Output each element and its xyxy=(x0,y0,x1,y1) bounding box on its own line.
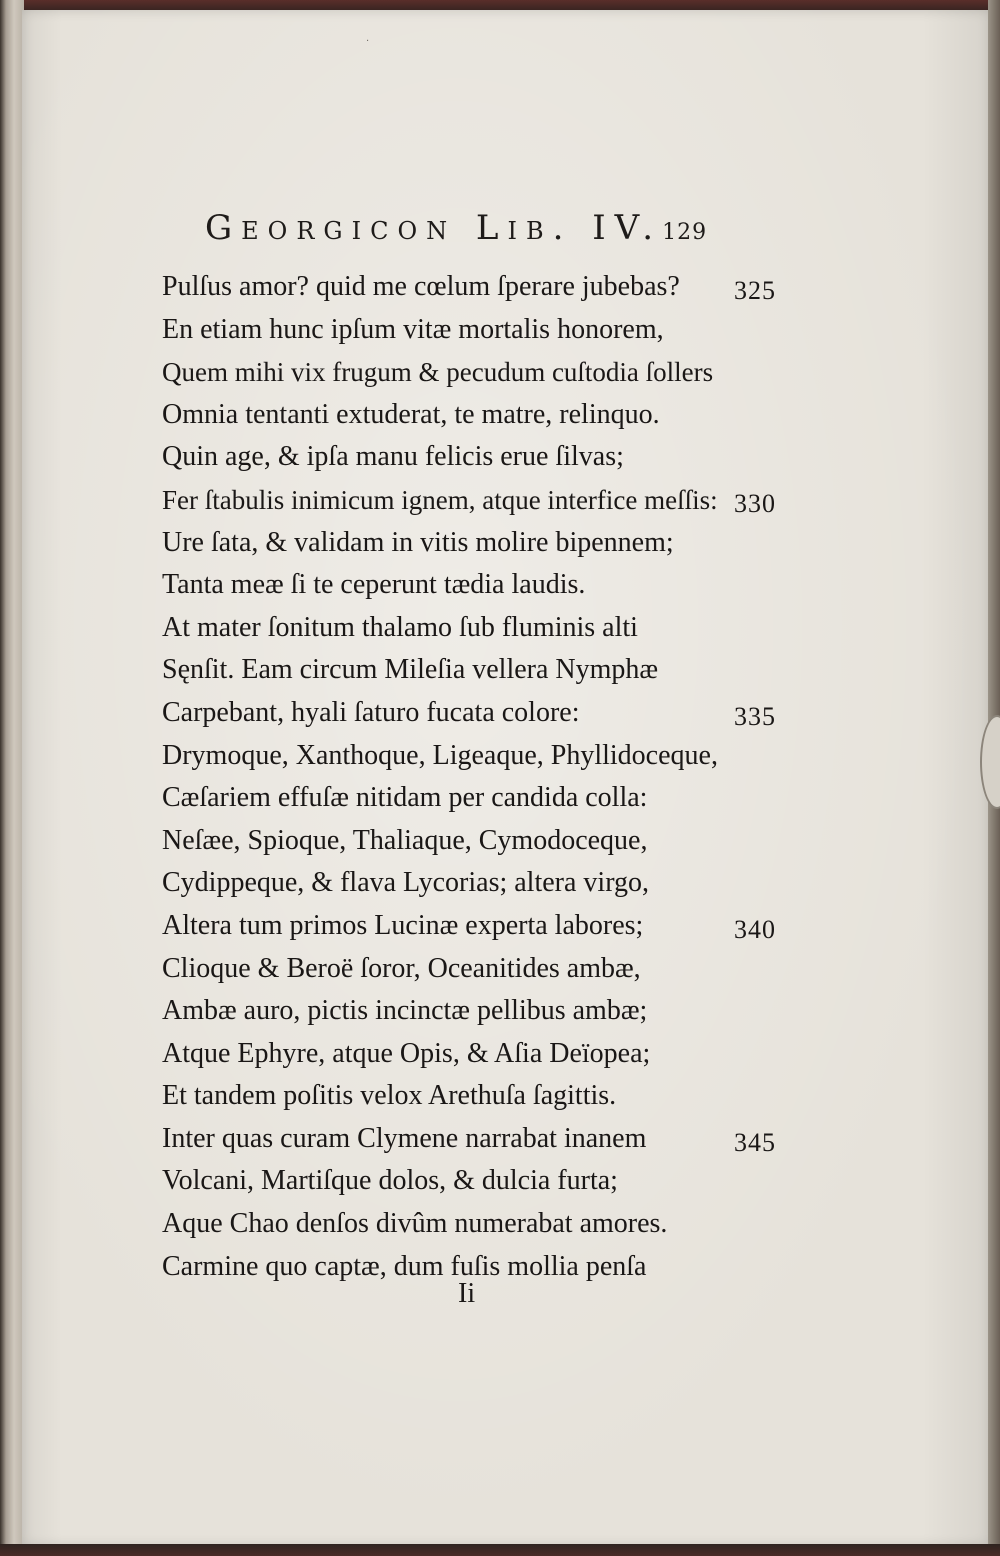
verse-line xyxy=(162,777,802,820)
verse-line xyxy=(162,905,802,948)
verse-line xyxy=(162,1203,802,1246)
verse-line xyxy=(162,1160,802,1203)
verse-text: Fer ſtabulis inimicum ignem, atque interfice meſſis: xyxy=(162,484,718,515)
verse-line xyxy=(162,436,802,479)
verse-text: En etiam hunc ipſum vitæ mortalis honorem, xyxy=(162,313,664,345)
signature-mark: Ii xyxy=(458,1278,476,1309)
verse-text: Ure ſata, & validam in vitis molire bipennem; xyxy=(162,526,674,558)
verse-text: Aque Chao denſos divûm numerabat amores. xyxy=(162,1208,668,1240)
verse-line xyxy=(162,607,802,650)
verse-text: Quin age, & ipſa manu felicis erue ſilvas; xyxy=(162,441,624,473)
verse-text: Neſæe, Spioque, Thaliaque, Cymodoceque, xyxy=(162,824,648,856)
running-header xyxy=(205,208,805,248)
verse-line xyxy=(162,1075,802,1118)
cover-top-edge xyxy=(0,0,1000,10)
page-number: 129 xyxy=(662,220,708,245)
verse-text: Sęnſit. Eam circum Mileſia vellera Nymphæ xyxy=(162,654,659,686)
verse-line xyxy=(162,862,802,905)
verse-line xyxy=(162,948,802,991)
verse-text: Tanta meæ ſi te ceperunt tædia laudis. xyxy=(162,569,586,601)
verse-line xyxy=(162,1118,802,1161)
verse-line xyxy=(162,309,802,352)
verse-text: Omnia tentanti extuderat, te matre, relinquo. xyxy=(162,398,660,430)
verse-line xyxy=(162,564,802,607)
verse-line xyxy=(162,820,802,863)
line-number: 335 xyxy=(734,701,776,731)
verse-line xyxy=(162,649,802,692)
verse-text: Atque Ephyre, atque Opis, & Aſia Deïopea; xyxy=(162,1037,651,1069)
verse-text: Drymoque, Xanthoque, Ligeaque, Phyllidoceque, xyxy=(162,739,718,771)
verse-line xyxy=(162,692,802,735)
verse-text: Inter quas curam Clymene narrabat inanem xyxy=(162,1122,647,1154)
paper-speck: · xyxy=(366,36,370,47)
verse-line xyxy=(162,1033,802,1076)
verse-text: Altera tum primos Lucinæ experta labores; xyxy=(162,909,644,941)
verse-text: Cæſariem effuſæ nitidam per candida colla: xyxy=(162,782,648,814)
verse-text: At mater ſonitum thalamo ſub fluminis alti xyxy=(162,611,638,643)
verse-text: Ambæ auro, pictis incinctæ pellibus ambæ; xyxy=(162,995,648,1027)
cover-bottom-edge xyxy=(0,1544,1000,1556)
verse-line xyxy=(162,266,802,309)
verse-block xyxy=(162,266,802,1288)
verse-line xyxy=(162,394,802,437)
running-title: Georgicon Lib. IV. xyxy=(205,208,663,248)
verse-text: Quem mihi vix frugum & pecudum cuſtodia ſollers xyxy=(162,357,714,388)
verse-line xyxy=(162,990,802,1033)
verse-text: Volcani, Martiſque dolos, & dulcia furta; xyxy=(162,1165,618,1197)
verse-line xyxy=(162,1246,802,1289)
line-number: 340 xyxy=(734,914,776,944)
verse-text: Clioque & Beroë ſoror, Oceanitides ambæ, xyxy=(162,952,641,984)
previous-page-edge xyxy=(0,0,24,1556)
line-number: 330 xyxy=(734,488,776,518)
line-number: 345 xyxy=(734,1127,776,1157)
verse-line xyxy=(162,351,802,394)
verse-text: Carmine quo captæ, dum fuſis mollia penſa xyxy=(162,1250,647,1282)
verse-line xyxy=(162,522,802,565)
verse-text: Cydippeque, & flava Lycorias; altera virgo, xyxy=(162,867,650,899)
verse-line xyxy=(162,735,802,778)
verse-text: Carpebant, hyali ſaturo fucata colore: xyxy=(162,696,580,728)
verse-line xyxy=(162,479,802,522)
verse-text: Et tandem poſitis velox Arethuſa ſagittis. xyxy=(162,1080,617,1112)
line-number: 325 xyxy=(734,276,776,305)
verse-text: Pulſus amor? quid me cœlum ſperare jubebas? xyxy=(162,271,680,302)
